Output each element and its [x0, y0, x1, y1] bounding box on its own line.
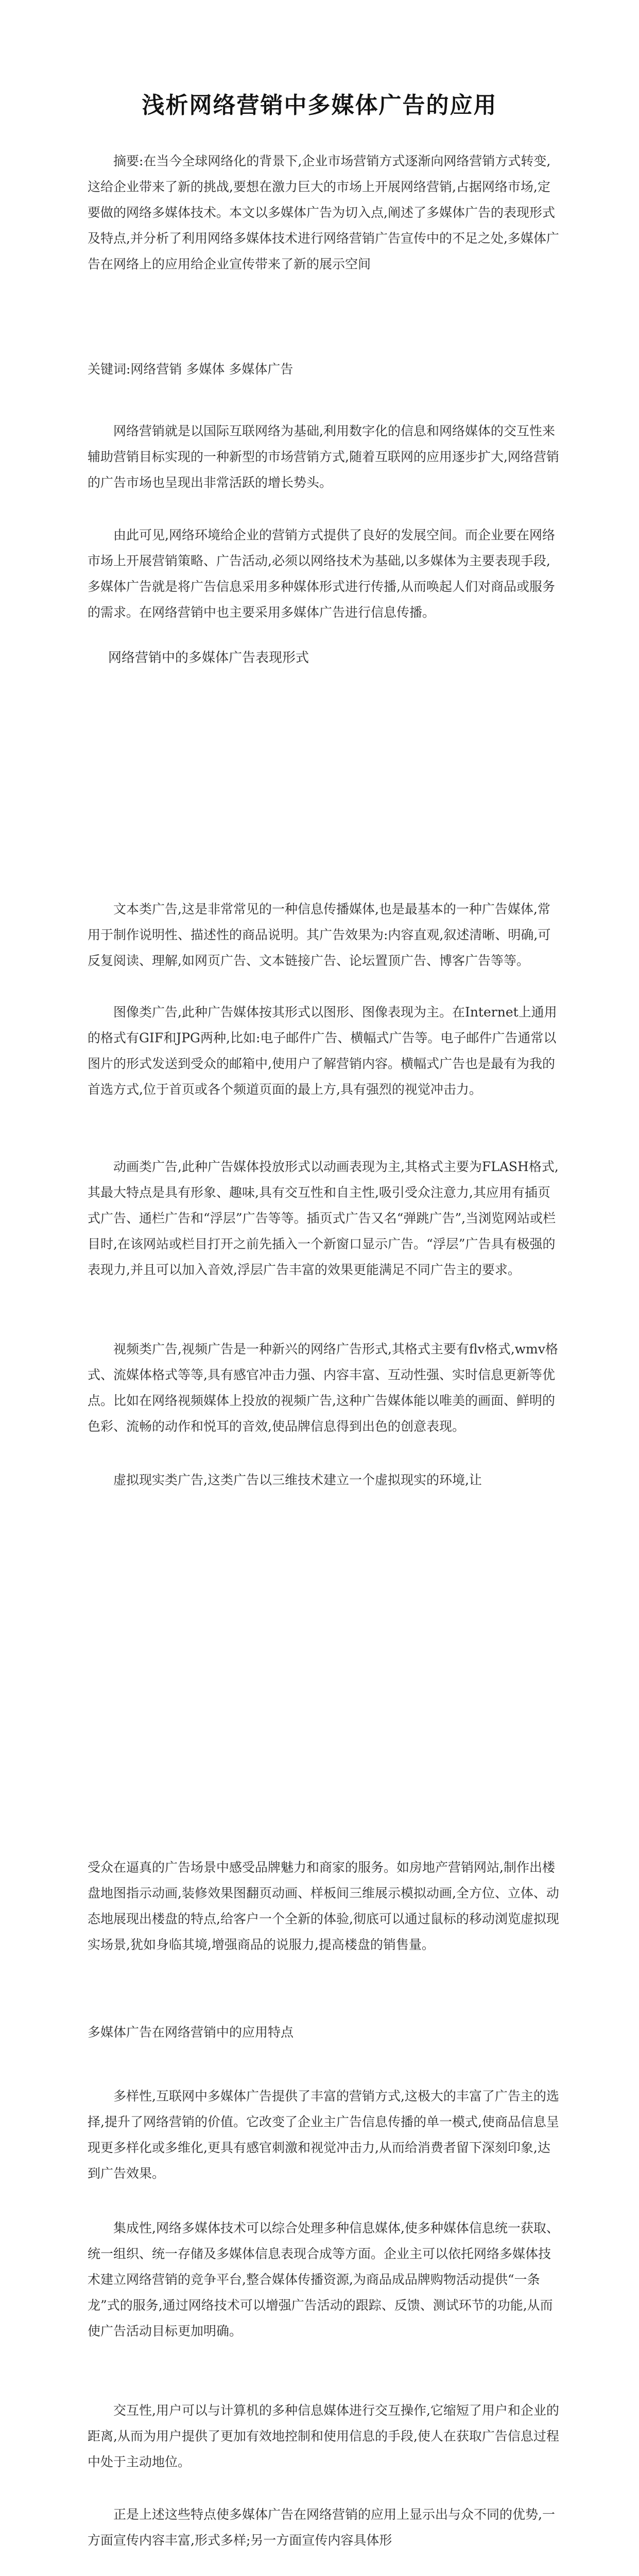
paragraph-video-ads: 视频类广告,视频广告是一种新兴的网络广告形式,其格式主要有flv格式,wmv格式、流媒体格式等等,具有感官冲击力强、内容丰富、互动性强、实时信息更新等优点。比如在网络视频媒体上投放的视频广告,这种广告媒体能以唯美的画面、鲜明的色彩、流畅的动作和悦耳的音效,使品牌信息得到出色的创意表现。 — [88, 1342, 558, 1434]
document-title: 浅析网络营销中多媒体广告的应用 — [142, 92, 497, 118]
paragraph-integration: 集成性,网络多媒体技术可以综合处理多种信息媒体,使多种媒体信息统一获取、统一组织、统一存储及多媒体信息表现合成等方面。企业主可以依托网络多媒体技术建立网络营销的竞争平台,整合媒体传播资源,为商品成品牌购物活动提供“一条龙”式的服务,通过网络技术可以增强广告活动的跟踪、反馈、测试环节的功能,从而使广告活动目标更加明确。 — [88, 2221, 559, 2338]
section-heading-features: 多媒体广告在网络营销中的应用特点 — [88, 2025, 294, 2040]
paragraph-interactivity: 交互性,用户可以与计算机的多种信息媒体进行交互操作,它缩短了用户和企业的距离,从而为用户提供了更加有效地控制和使用信息的手段,使人在获取广告信息过程中处于主动地位。 — [88, 2403, 559, 2469]
intro-paragraph-2: 由此可见,网络环境给企业的营销方式提供了良好的发展空间。而企业要在网络市场上开展营销策略、广告活动,必须以网络技术为基础,以多媒体为主要表现手段,多媒体广告就是将广告信息采用多种媒体形式进行传播,从而唤起人们对商品或服务的需求。在网络营销中也主要采用多媒体广告进行信息传播。 — [88, 528, 555, 620]
paragraph-text-ads: 文本类广告,这是非常常见的一种信息传播媒体,也是最基本的一种广告媒体,常用于制作说明性、描述性的商品说明。其广告效果为:内容直观,叙述清晰、明确,可反复阅读、理解,如网页广告、文本链接广告、论坛置顶广告、博客广告等等。 — [88, 902, 551, 968]
section-heading-forms: 网络营销中的多媒体广告表现形式 — [108, 650, 309, 666]
paragraph-animation-ads: 动画类广告,此种广告媒体投放形式以动画表现为主,其格式主要为FLASH格式,其最大特点是具有形象、趣味,具有交互性和自主性,吸引受众注意力,其应用有插页式广告、通栏广告和“浮层”广告等等。插页式广告又名“弹跳广告”,当浏览网站或栏目时,在该网站或栏目打开之前先插入一个新窗口显示广告。“浮层”广告具有极强的表现力,并且可以加入音效,浮层广告丰富的效果更能满足不同广告主的要求。 — [88, 1159, 559, 1277]
paragraph-image-ads: 图像类广告,此种广告媒体按其形式以图形、图像表现为主。在Internet上通用的格式有GIF和JPG两种,比如:电子邮件广告、横幅式广告等。电子邮件广告通常以图片的形式发送到受众的邮箱中,使用户了解营销内容。横幅式广告也是最有为我的首选方式,位于首页或各个频道页面的最上方,具有强烈的视觉冲击力。 — [88, 1005, 557, 1097]
intro-paragraph-1: 网络营销就是以国际互联网络为基础,利用数字化的信息和网络媒体的交互性来辅助营销目标实现的一种新型的市场营销方式,随着互联网的应用逐步扩大,网络营销的广告市场也呈现出非常活跃的增长势头。 — [88, 423, 559, 490]
abstract: 摘要:在当今全球网络化的背景下,企业市场营销方式逐渐向网络营销方式转变,这给企业带来了新的挑战,要想在激力巨大的市场上开展网络营销,占据网络市场,定要做的网络多媒体技术。本文以多媒体广告为切入点,阐述了多媒体广告的表现形式及特点,并分析了利用网络多媒体技术进行网络营销广告宣传中的不足之处,多媒体广告在网络上的应用给企业宣传带来了新的展示空间 — [88, 154, 559, 272]
paragraph-advantages: 正是上述这些特点使多媒体广告在网络营销的应用上显示出与众不同的优势,一方面宣传内容丰富,形式多样;另一方面宣传内容具体形 — [88, 2507, 555, 2548]
paragraph-vr-ads: 虚拟现实类广告,这类广告以三维技术建立一个虚拟现实的环境,让 — [113, 1472, 482, 1487]
keywords: 关键词:网络营销 多媒体 多媒体广告 — [88, 362, 293, 377]
paragraph-diversity: 多样性,互联网中多媒体广告提供了丰富的营销方式,这极大的丰富了广告主的选择,提升了网络营销的价值。它改变了企业主广告信息传播的单一模式,使商品信息呈现更多样化或多维化,更具有感官刺激和视觉冲击力,从而给消费者留下深刻印象,达到广告效果。 — [88, 2089, 559, 2181]
paragraph-vr-ads-continued: 受众在逼真的广告场景中感受品牌魅力和商家的服务。如房地产营销网站,制作出楼盘地图指示动画,装修效果图翻页动画、样板间三维展示模拟动画,全方位、立体、动态地展现出楼盘的特点,给客户一个全新的体验,彻底可以通过鼠标的移动浏览虚拟现实场景,犹如身临其境,增强商品的说服力,提高楼盘的销售量。 — [88, 1860, 559, 1952]
